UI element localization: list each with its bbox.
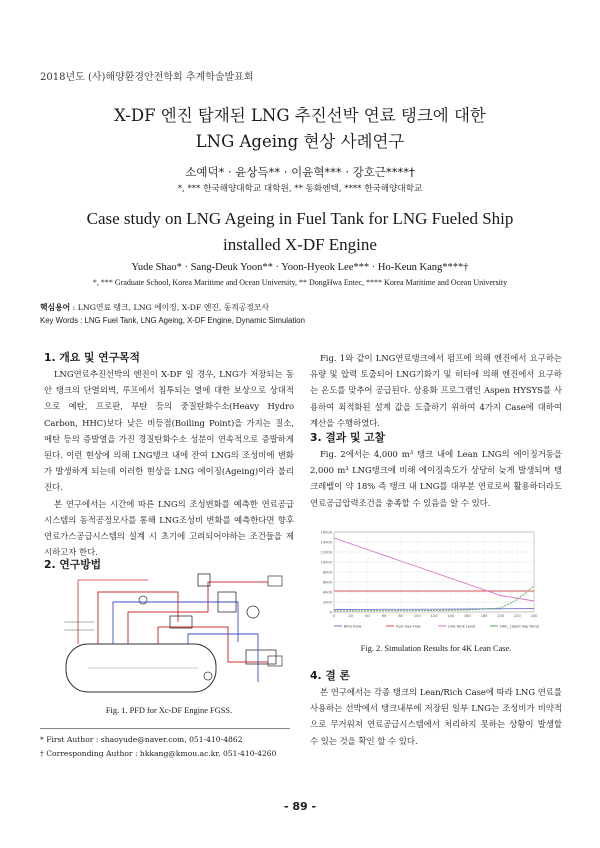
title-en-line1: Case study on LNG Ageing in Fuel Tank for LNG Fueled Ship [86,209,514,228]
footnote-first-author: * First Author : shaoyude@naver.com, 051-410-4862 [40,735,243,744]
keywords-ko-label: 핵심용어 [40,303,71,312]
figure-1-caption: Fig. 1. PFD for Xc-DF Engine FGSS. [105,706,233,715]
x-tick-label: 0 [332,614,336,618]
section-4-body [310,684,562,749]
authors-ko: 소예덕* · 윤상득** · 이윤혁*** · 강호근****† [185,165,415,179]
keywords-ko-text: : LNG연료 탱크, LNG 에이징, X-DF 엔진, 동적공정모사 [70,303,270,312]
y-tick-label: 0 [329,610,332,615]
y-tick-label: 4000 [322,590,332,595]
figure-2-caption: Fig. 2. Simulation Results for 4K Lean Case. [360,644,512,653]
authors-en: Yude Shao* · Sang-Deuk Yoon** · Yoon-Hyeok Lee*** · Ho-Keun Kang****† [131,262,469,273]
y-tick-label: 16000 [320,530,332,535]
figure-1-pfd [58,572,288,700]
section-3-body [310,446,562,511]
section-3-title: 3. 결과 및 고찰 [310,431,386,444]
legend-label: Fuel Gas Flow [396,624,421,629]
y-tick-label: 6000 [322,580,332,585]
x-tick-label: 80 [398,614,403,618]
figure-2-chart [312,526,566,638]
legend-label: BOG Flow [344,624,362,629]
section-4-title: 4. 결 론 [310,669,350,682]
x-tick-label: 200 [497,614,505,618]
simulation-chart [312,526,566,638]
title-en-line2: installed X-DF Engine [223,235,377,254]
keywords-ko [40,302,269,313]
x-tick-label: 220 [513,614,521,618]
y-tick-label: 14000 [320,540,332,545]
y-tick-label: 8000 [322,570,332,575]
section-2-title: 2. 연구방법 [44,558,102,571]
footnote-corresponding-author: † Corresponding Author : hkkang@kmou.ac.kr, 051-410-4260 [40,749,277,758]
affiliations-en: *, *** Graduate School, Korea Maritime and Ocean University, ** DongHwa Entec, **** Korea Maritime and Ocean University [92,278,508,287]
section-3-paragraph: Fig. 2에서는 4,000 m³ 탱크 내에 Lean LNG의 에이징거동을 2,000 m³ LNG탱크에 비해 에이징속도가 상당히 늦게 발생되며 탱크레벨이 약 18% 즉 탱크 내 LNG를 대부분 연료로써 활용하더라도 연료공급압력조건을 충족할 수 있음을 알 수 있다. [310,449,562,508]
pfd-diagram [58,572,288,700]
page-number: - 89 - [283,800,317,813]
section-1-body [44,366,294,560]
section-1-title: 1. 개요 및 연구목적 [44,351,140,364]
section-4-paragraph: 본 연구에서는 각종 탱크의 Lean/Rich Case에 따라 LNG 연료를 사용하는 선박에서 탱크내부에 저장된 일부 LNG는 조성비가 비약적으로 무거워져 연료공급시스템에서 처리하지 못하는 상황이 발생할 수 있는 것을 확인 할 수 있다. [310,687,562,746]
right-intro-paragraph: Fig. 1와 같이 LNG연료탱크에서 펌프에 의해 엔진에서 요구하는 유량 및 압력 토출되어 LNG기화기 및 히터에 의해 엔진에서 요구하는 온도를 맞추어 공급된다. 상용화 프로그램인 Aspen HYSYS를 사용하여 최적화된 설계 값을 도출하기 위하여 4가지 Case에 대하여 계산을 수행하였다. [310,353,562,428]
title-ko-line2: LNG Ageing 현상 사례연구 [195,132,405,151]
y-tick-label: 10000 [320,560,332,565]
title-ko-line1: X-DF 엔진 탑재된 LNG 추진선박 연료 탱크에 대한 [114,106,486,125]
keywords-en-text: : LNG Fuel Tank, LNG Ageing, X-DF Engine, Dynamic Simulation [78,316,305,325]
footnote-divider [40,728,290,729]
x-tick-label: 140 [447,614,455,618]
affiliations-ko: *, *** 한국해양대학교 대학원, ** 동화엔텍, **** 한국해양대학교 [177,184,423,194]
section-1-paragraph-1: LNG연료추진선박의 엔진이 X-DF 일 경우, LNG가 저장되는 동안 탱크의 단열외벽, 루프에서 침투되는 열에 대한 보상으로 상대적으로 예탄, 프로판, 부탄 등의 중질탄화수소(Heavy Hydro Carbon, HHC)보다 낮은 비등점(Boiling Point)을 가지는 질소, 메탄 등의 증발열을 가진 경질탄화수소 성분이 연속적으로 증발하게 된다. 이런 현상에 의해 LNG탱크 내에 잔여 LNG의 조성비에 변화가 발생하게 되는데 이러한 현상을 LNG 에이징(Ageing)이라 불리진다. [44,369,294,493]
legend-label: LNG Tank Level [448,624,476,629]
x-tick-label: 40 [365,614,370,618]
x-tick-label: 100 [413,614,421,618]
y-tick-label: 2000 [322,600,332,605]
x-tick-label: 120 [430,614,438,618]
y-tick-label: 12000 [320,550,332,555]
x-tick-label: 160 [463,614,471,618]
keywords-en [40,316,305,325]
conference-header: 2018년도 (사)해양환경안전학회 추계학술발표회 [40,72,254,83]
x-tick-label: 60 [381,614,387,618]
keywords-en-label: Key Words [40,316,78,325]
x-tick-label: 240 [530,614,538,618]
legend-label: HHC_Liquid Vap Temp [500,624,540,629]
x-tick-label: 180 [480,614,488,618]
right-intro-body [310,350,562,431]
x-tick-label: 20 [348,614,353,618]
section-1-paragraph-2: 본 연구에서는 시간에 따른 LNG의 조성변화를 예측한 연료공급시스템의 동적공정모사를 통해 LNG조성비 변화를 예측한다면 향후 연료가스공급시스템의 설계 시 초기에 고려되어야하는 조건들을 제시하고자 한다. [44,498,294,558]
